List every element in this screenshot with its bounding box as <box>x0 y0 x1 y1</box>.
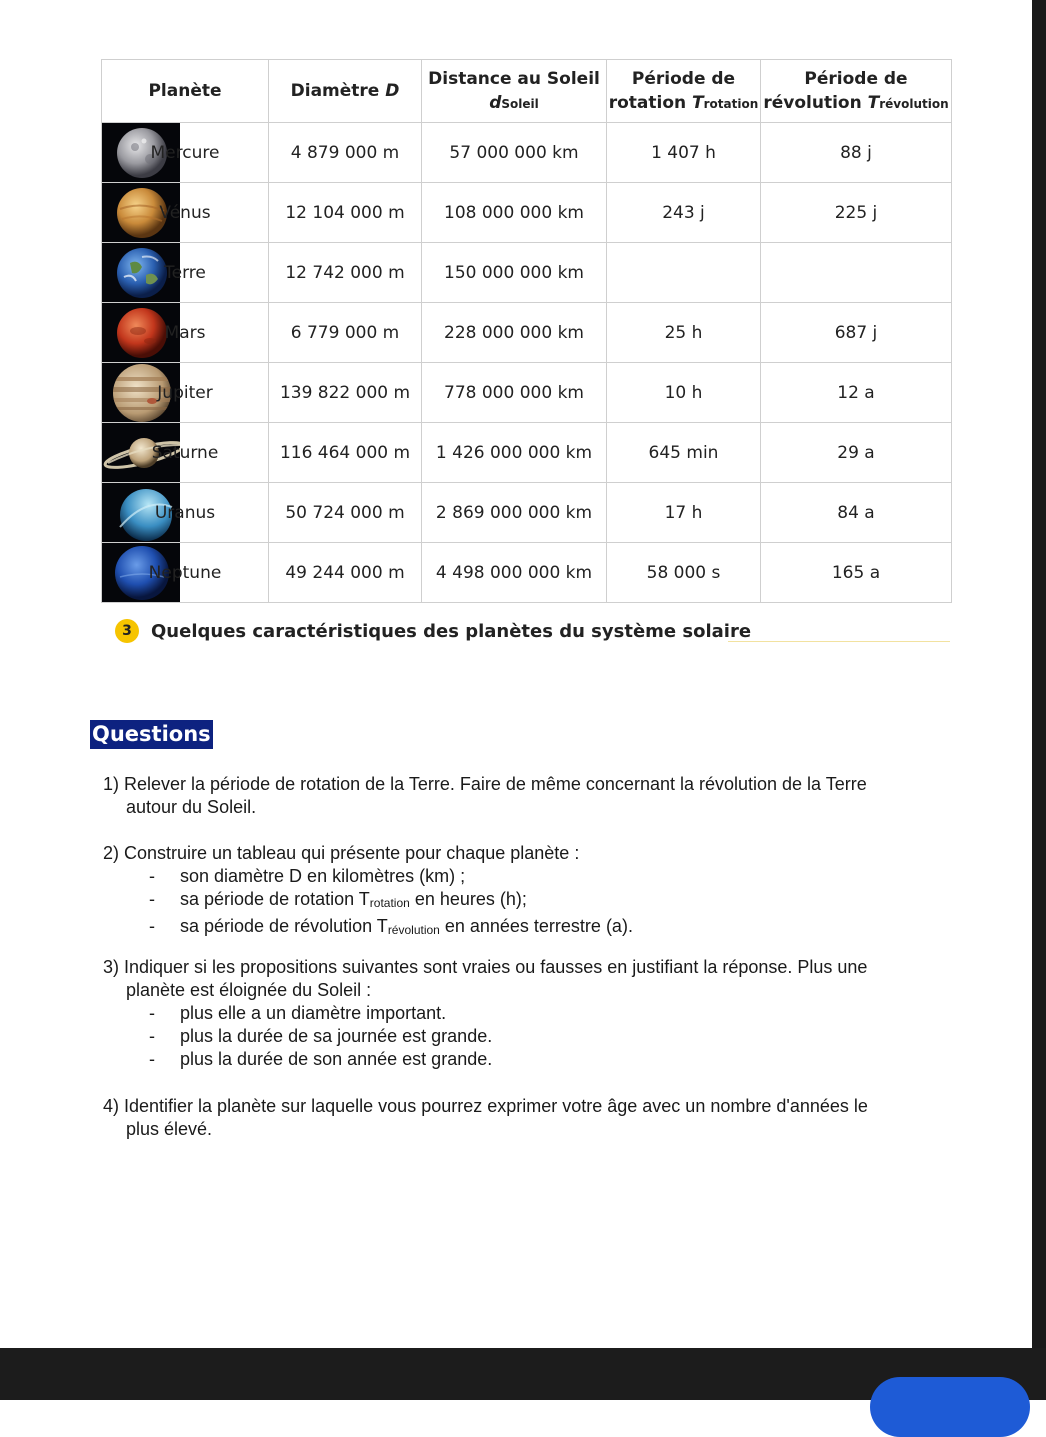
question-3-bullets <box>103 1002 963 1071</box>
question-1-line: autour du Soleil. <box>126 797 257 817</box>
revolution-cell: 687 j <box>761 303 952 363</box>
table-row <box>102 363 952 423</box>
diameter-cell: 4 879 000 m <box>269 123 422 183</box>
planet-cell: Vénus <box>102 183 269 243</box>
revolution-cell: 84 a <box>761 483 952 543</box>
rotation-cell <box>607 243 761 303</box>
diameter-cell: 12 104 000 m <box>269 183 422 243</box>
list-item: - plus la durée de sa journée est grande. <box>149 1026 493 1046</box>
rotation-cell: 1 407 h <box>607 123 761 183</box>
table-row <box>102 543 952 603</box>
diameter-cell: 139 822 000 m <box>269 363 422 423</box>
questions-heading: Questions <box>90 720 213 749</box>
planet-cell: Neptune <box>102 543 269 603</box>
distance-cell: 228 000 000 km <box>422 303 607 363</box>
distance-cell: 150 000 000 km <box>422 243 607 303</box>
table-row <box>102 483 952 543</box>
revolution-cell: 165 a <box>761 543 952 603</box>
header-revolution: Période de révolution Trévolution <box>761 60 952 123</box>
diameter-cell: 49 244 000 m <box>269 543 422 603</box>
diameter-cell: 50 724 000 m <box>269 483 422 543</box>
list-item: - plus la durée de son année est grande. <box>149 1049 493 1069</box>
diameter-cell: 12 742 000 m <box>269 243 422 303</box>
caption-text: Quelques caractéristiques des planètes du système solaire <box>151 620 752 642</box>
question-2-line: 2) Construire un tableau qui présente pour chaque planète : <box>103 843 580 863</box>
list-item: - plus elle a un diamètre important. <box>149 1003 447 1023</box>
list-item: - son diamètre D en kilomètres (km) ; <box>149 866 466 886</box>
bottom-action-button[interactable] <box>870 1377 1030 1437</box>
table-caption <box>115 617 751 645</box>
diameter-cell: 116 464 000 m <box>269 423 422 483</box>
revolution-cell <box>761 243 952 303</box>
rotation-cell: 645 min <box>607 423 761 483</box>
distance-cell: 778 000 000 km <box>422 363 607 423</box>
question-3-line: 3) Indiquer si les propositions suivantes sont vraies ou fausses en justifiant la réponse. Plus une <box>103 957 868 977</box>
distance-cell: 1 426 000 000 km <box>422 423 607 483</box>
distance-cell: 108 000 000 km <box>422 183 607 243</box>
question-1-line: 1) Relever la période de rotation de la Terre. Faire de même concernant la révolution de la Terre <box>103 774 867 794</box>
header-distance: Distance au Soleil dSoleil <box>422 60 607 123</box>
planet-cell: Mercure <box>102 123 269 183</box>
header-diameter: Diamètre D <box>269 60 422 123</box>
planets-table <box>101 59 952 603</box>
rotation-cell: 58 000 s <box>607 543 761 603</box>
planet-cell: Mars <box>102 303 269 363</box>
rotation-cell: 243 j <box>607 183 761 243</box>
header-planet: Planète <box>102 60 269 123</box>
list-item: - sa période de révolution $T_{révolution}$ en années terrestre (a). <box>149 916 633 937</box>
table-row <box>102 123 952 183</box>
right-edge-bar <box>1032 0 1046 1400</box>
question-4-line: plus élevé. <box>126 1119 213 1139</box>
table-row <box>102 243 952 303</box>
table-row <box>102 423 952 483</box>
rotation-cell: 25 h <box>607 303 761 363</box>
caption-divider <box>728 641 950 642</box>
planet-cell: Uranus <box>102 483 269 543</box>
list-item: - sa période de rotation $T_{rotation}$ en heures (h); <box>149 889 527 910</box>
planet-cell: Terre <box>102 243 269 303</box>
table-header-row <box>102 60 952 123</box>
question-4 <box>103 1095 963 1141</box>
planet-cell: Jupiter <box>102 363 269 423</box>
revolution-cell: 29 a <box>761 423 952 483</box>
question-4-line: 4) Identifier la planète sur laquelle vous pourrez exprimer votre âge avec un nombre d'années le <box>103 1096 868 1116</box>
caption-number-badge: 3 <box>115 619 139 643</box>
revolution-cell: 88 j <box>761 123 952 183</box>
table-row <box>102 183 952 243</box>
distance-cell: 57 000 000 km <box>422 123 607 183</box>
question-1 <box>103 773 963 819</box>
question-3 <box>103 956 963 1071</box>
question-3-line: planète est éloignée du Soleil : <box>126 980 372 1000</box>
header-rotation: Période de rotation Trotation <box>607 60 761 123</box>
question-2-bullets <box>103 865 963 942</box>
question-2 <box>103 842 963 942</box>
rotation-cell: 10 h <box>607 363 761 423</box>
rotation-cell: 17 h <box>607 483 761 543</box>
distance-cell: 4 498 000 000 km <box>422 543 607 603</box>
table-row <box>102 303 952 363</box>
revolution-cell: 12 a <box>761 363 952 423</box>
diameter-cell: 6 779 000 m <box>269 303 422 363</box>
distance-cell: 2 869 000 000 km <box>422 483 607 543</box>
revolution-cell: 225 j <box>761 183 952 243</box>
planet-cell: Saturne <box>102 423 269 483</box>
